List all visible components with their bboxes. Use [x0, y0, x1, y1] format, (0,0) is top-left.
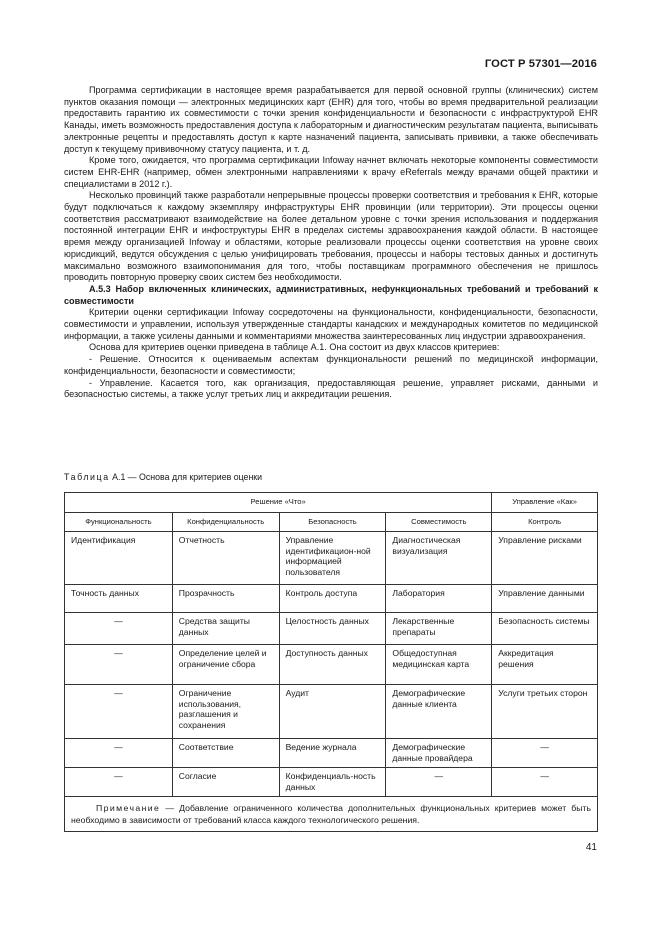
table-row — [65, 645, 598, 685]
table-cell: Услуги третьих сторон — [492, 685, 598, 739]
paragraph: Программа сертификации в настоящее время разрабатывается для первой основной группы (клинических) систем пунктов оказания помощи — электронных медицинских карт (EHR) для того, чтобы во время предварительной реализации предоставить гарантию их совместимости с точки зрения конфиденциальности и безопасности с инфраструктурой EHR Канады, иметь возможность предоставления доступа к лабораторным и диагностическим результатам пациента, выписывать электронные рецепты и предоставлять доступ к карте назначений пациента, записывать прививки, а также обеспечивать доступ к текущему прививочному статусу пациента, и т. д. — [64, 85, 598, 154]
table-note — [65, 797, 598, 832]
table-cell: Аккредитация решения — [492, 645, 598, 685]
table-caption-text: А.1 — Основа для критериев оценки — [112, 472, 263, 482]
list-item: - Решение. Относится к оцениваемым аспектам функциональности решений по медицинской информации, конфиденциальности, безопасности и совместимости; — [64, 354, 598, 376]
column-header: Безопасность — [279, 513, 386, 532]
paragraph: Кроме того, ожидается, что программа сертификации Infoway начнет включать некоторые компоненты совместимости систем EHR-EHR (например, обмен электронными направлениями к врачу eReferrals между врачами общей практики и специалистами в 2012 г.). — [64, 155, 598, 189]
note-text: — Добавление ограниченного количества дополнительных функциональных критериев может быть необходимо в зависимости от требований класса каждого технологического решения. — [71, 803, 591, 825]
table-cell: — — [492, 768, 598, 797]
table-cell: Диагностическая визуализация — [386, 532, 492, 585]
table-cell: Соответствие — [172, 739, 279, 768]
table-cell: Отчетность — [172, 532, 279, 585]
table-row — [65, 739, 598, 768]
column-header: Совместимость — [386, 513, 492, 532]
group-header-what: Решение «Что» — [65, 493, 492, 513]
table-row — [65, 585, 598, 613]
table-cell: Ограничение использования, разглашения и сохранения — [172, 685, 279, 739]
note-label: Примечание — [96, 803, 161, 813]
paragraph: Основа для критериев оценки приведена в таблице А.1. Она состоит из двух классов критериев: — [89, 342, 500, 353]
page-number: 41 — [585, 842, 597, 853]
table-cell: Прозрачность — [172, 585, 279, 613]
table-cell: Управление идентификацион-ной информацией пользователя — [279, 532, 386, 585]
table-cell: Лаборатория — [386, 585, 492, 613]
table-cell: — — [386, 768, 492, 797]
table-row — [65, 768, 598, 797]
table-cell: — — [65, 739, 173, 768]
table-cell: Целостность данных — [279, 613, 386, 645]
table-cell: — — [65, 768, 173, 797]
table-cell: Средства защиты данных — [172, 613, 279, 645]
list-item: - Управление. Касается того, как организация, предоставляющая решение, управляет рисками, данными и безопасностью системы, а также услуг третьих лиц и аккредитации решения. — [64, 377, 598, 400]
standard-title: ГОСТ Р 57301—2016 — [484, 58, 597, 70]
group-header-how: Управление «Как» — [492, 493, 598, 513]
table-cell: Общедоступная медицинская карта — [386, 645, 492, 685]
column-header: Функциональность — [65, 513, 173, 532]
table-caption — [64, 472, 262, 482]
section-heading: А.5.3 Набор включенных клинических, административных, нефункциональных требований и требований к совместимости — [64, 283, 598, 306]
table-note-row — [65, 797, 598, 832]
paragraph: Критерии оценки сертификации Infoway сосредоточены на функциональности, конфиденциальности, безопасности, совместимости и управлении, используя утвержденные стандарты канадских и международных комитетов по медицинской информации, а также усилены данными и комментариями множества заинтересованных лиц индустрии здравоохранения. — [64, 307, 598, 341]
table-cell: Управление данными — [492, 585, 598, 613]
table-cell: Ведение журнала — [279, 739, 386, 768]
table-cell: Лекарственные препараты — [386, 613, 492, 645]
table-caption-label: Таблица — [64, 472, 110, 482]
table-cell: Демографические данные провайдера — [386, 739, 492, 768]
table-cell: — — [492, 739, 598, 768]
table-cell: Идентификация — [65, 532, 173, 585]
table-row — [65, 685, 598, 739]
table-cell: Аудит — [279, 685, 386, 739]
table-cell: Управление рисками — [492, 532, 598, 585]
table-cell: — — [65, 685, 173, 739]
table-row — [65, 532, 598, 585]
table-cell: Определение целей и ограничение сбора — [172, 645, 279, 685]
table-cell: Контроль доступа — [279, 585, 386, 613]
table-cell: Безопасность системы — [492, 613, 598, 645]
paragraph: Несколько провинций также разработали непрерывные процессы проверки соответствия и требования к EHR, которые будут подключаться к каждому экземпляру инфраструктуры EHR провинции (или территории). Эти процессы оценки соответствия рассматривают взаимодействие на более детальном уровне с точки зрения использования и поддержания постоянной интеграции EHR и инфоструктуры EHR в пределах системы здравоохранения каждой области. В настоящее время между организацией Infoway и областями, которые реализовали процессы оценки соответствия на уровне своих юрисдикций, ведутся обсуждения с целью унифицировать требования, процессы и наборы тестовых данных и достигнуть максимально возможного взаимопонимания для того, чтобы поставщикам программного обеспечения не пришлось проводить повторную проверку своих систем без необходимости. — [64, 190, 598, 283]
table-cell: — — [65, 613, 173, 645]
table-cell: Доступность данных — [279, 645, 386, 685]
table-cell: — — [65, 645, 173, 685]
column-header: Конфиденциальность — [172, 513, 279, 532]
table-row — [65, 613, 598, 645]
table-cell: Конфиденциаль-ность данных — [279, 768, 386, 797]
body-text — [64, 85, 598, 401]
table-cell: Согласие — [172, 768, 279, 797]
table-cell: Точность данных — [65, 585, 173, 613]
column-header: Контроль — [492, 513, 598, 532]
table-cell: Демографические данные клиента — [386, 685, 492, 739]
criteria-table — [64, 492, 598, 832]
